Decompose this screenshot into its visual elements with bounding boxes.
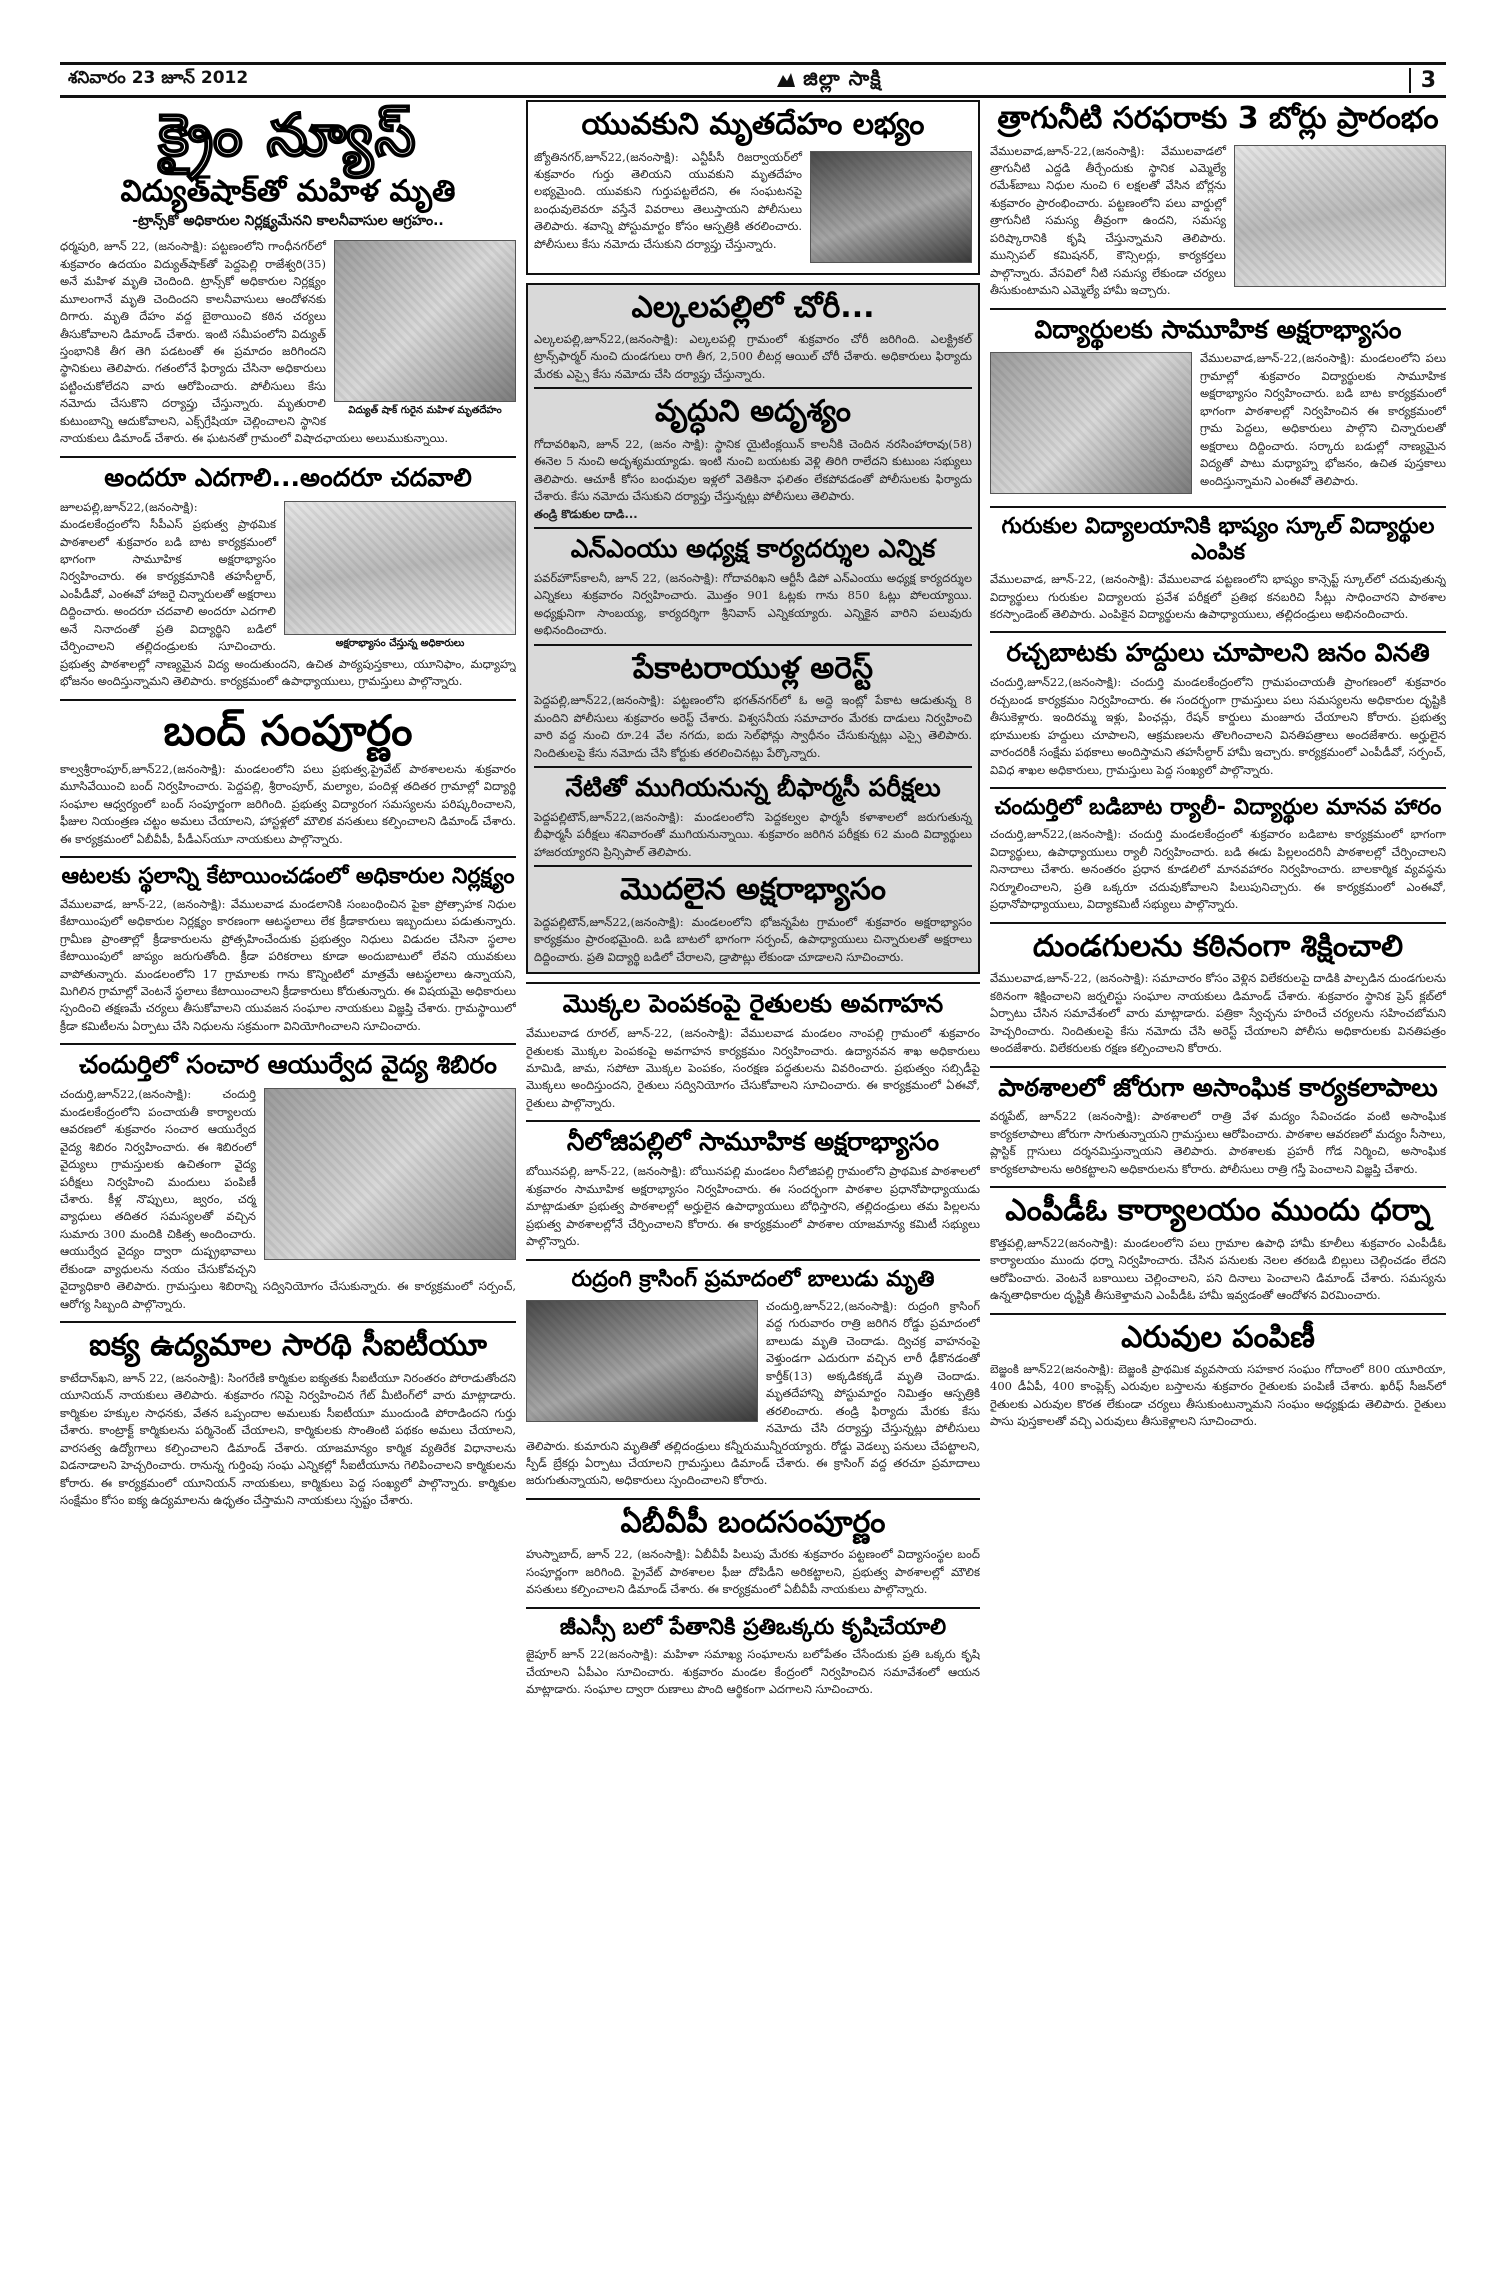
article-title: మొక్కల పెంపకంపై రైతులకు అవగాహన xyxy=(562,989,944,1019)
article-title: దుండగులను కఠినంగా శిక్షించాలి xyxy=(1032,928,1404,964)
article xyxy=(60,456,516,691)
article-body: బోయినపల్లి, జూన్-22, (జనంసాక్షి): బోయినపల్లి మండలం నీలోజిపల్లి గ్రామంలోని ప్రాథమిక పాఠశాలలో శుక్రవారం సామూహిక అక్షరాభ్యాసం నిర్వహించారు. ఈ సందర్భంగా పాఠశాల ప్రధానోపాధ్యాయుడు మాట్లాడుతూ ప్రభుత్వ పాఠశాలల్లో అర్హులైన ఉపాధ్యాయులు బోధిస్తారని, తల్లిదండ్రులు తమ పిల్లలను ప్రభుత్వ పాఠశాలల్లోనే చేర్పించాలని కోరారు. ఈ కార్యక్రమంలో పాఠశాల యాజమాన్య కమిటీ సభ్యులు పాల్గొన్నారు. xyxy=(526,1164,980,1249)
article xyxy=(526,982,980,1112)
article-title: ఎరువుల పంపిణీ xyxy=(1121,1319,1315,1355)
article-body: ధర్మపురి, జూన్ 22, (జనంసాక్షి): పట్టణంలోని గాంధీనగర్‌లో శుక్రవారం ఉదయం విద్యుత్‌షాక్‌తో పెద్దపెల్లి రాజేశ్వరి(35) అనే మహిళ మృతి చెందింది. ట్రాన్స్‌కో అధికారుల నిర్లక్ష్యం మూలంగానే మృతి చెందిందని కాలనీవాసులు ఆందోళనకు దిగారు. మృతి దేహం వద్ద బైఠాయించి కఠిన చర్యలు తీసుకోవాలని డిమాండ్ చేశారు. ఇంటి సమీపంలోని విద్యుత్ స్తంభానికి తీగ తెగి పడటంతో ఈ ప్రమాదం జరిగిందని స్థానికులు తెలిపారు. గతంలోనే ఫిర్యాదు చేసినా అధికారులు పట్టించుకోలేదని వారు ఆరోపించారు. పోలీసులు కేసు నమోదు చేసుకొని దర్యాప్తు చేస్తున్నారు. మృతురాలి కుటుంబాన్ని ఆదుకోవాలని, ఎక్స్‌గ్రేషియా చెల్లించాలని స్థానిక నాయకులు డిమాండ్ చేశారు. ఈ ఘటనతో గ్రామంలో విషాదఛాయలు అలుముకున్నాయి. xyxy=(60,239,449,446)
article-photo xyxy=(526,1300,758,1422)
article-photo xyxy=(334,240,516,418)
article xyxy=(526,1259,980,1490)
article xyxy=(990,1186,1446,1304)
article xyxy=(526,1607,980,1699)
article-body: పవర్‌హౌస్‌కాలనీ, జూన్ 22, (జనంసాక్షి): గోదావరిఖని ఆర్టీసీ డిపో ఎన్ఎంయు అధ్యక్ష కార్యదర్శుల ఎన్నికలు శుక్రవారం నిర్వహించారు. మొత్తం 901 ఓట్లకు గాను 850 ఓట్లు పోలయ్యాయి. అధ్యక్షునిగా సాంబయ్య, కార్యదర్శిగా శ్రీనివాస్ ఎన్నికయ్యారు. ఎన్నికైన వారిని పలువురు అభినందించారు. xyxy=(534,571,972,638)
article-body: చందుర్తి,జూన్22,(జనంసాక్షి): రుద్రంగి క్రాసింగ్ వద్ద గురువారం రాత్రి జరిగిన రోడ్డు ప్రమాదంలో బాలుడు మృతి చెందాడు. ద్విచక్ర వాహనంపై వెళ్తుండగా ఎదురుగా వచ్చిన లారీ ఢీకొనడంతో కార్తీక్(13) అక్కడికక్కడే మృతి చెందాడు. మృతదేహాన్ని పోస్టుమార్టం నిమిత్తం ఆస్పత్రికి తరలించారు. తండ్రి ఫిర్యాదు మేరకు కేసు నమోదు చేసి దర్యాప్తు చేస్తున్నట్లు పోలీసులు తెలిపారు. కుమారుని మృతితో తల్లిదండ్రులు కన్నీరుమున్నీరయ్యారు. రోడ్డు వెడల్పు పనులు చేపట్టాలని, స్పీడ్ బ్రేకర్లు ఏర్పాటు చేయాలని గ్రామస్తులు డిమాండ్ చేశారు. ఈ క్రాసింగ్ వద్ద తరచూ ప్రమాదాలు జరుగుతున్నాయని, అధికారులు స్పందించాలని కోరారు. xyxy=(526,1298,980,1488)
article-title: నీలోజిపల్లిలో సామూహిక అక్షరాభ్యాసం xyxy=(566,1127,940,1157)
article-title: గురుకుల విద్యాలయానికి భాష్యం స్కూల్ విద్యార్థుల ఎంపిక xyxy=(1001,514,1435,565)
article-title: ఆటలకు స్థలాన్ని కేటాయించడంలో అధికారుల నిర్లక్ష్యం xyxy=(61,864,515,890)
article xyxy=(990,787,1446,914)
article-body: వేములవాడ,జూన్-22,(జనంసాక్షి): మండలంలోని పలు గ్రామాల్లో శుక్రవారం విద్యార్థులకు సామూహిక అక్షరాభ్యాసం నిర్వహించారు. బడి బాట కార్యక్రమంలో భాగంగా పాఠశాలల్లో నిర్వహించిన ఈ కార్యక్రమంలో గ్రామ పెద్దలు, అధికారులు పాల్గొని చిన్నారులతో అక్షరాలు దిద్దించారు. సర్కారు బడుల్లో నాణ్యమైన విద్యతో పాటు మధ్యాహ్న భోజనం, ఉచిత పుస్తకాలు అందిస్తున్నామని ఎంఈవో తెలిపారు. xyxy=(1200,351,1446,488)
article-body: జూలపల్లి,జూన్22,(జనంసాక్షి): మండలకేంద్రంలోని సీపీఎస్ ప్రభుత్వ ప్రాథమిక పాఠశాలలో శుక్రవారం బడి బాట కార్యక్రమంలో భాగంగా సామూహిక అక్షరాభ్యాసం నిర్వహించారు. ఈ కార్యక్రమానికి తహసీల్దార్, ఎంపీడీవో, ఎంఈవో హాజరై చిన్నారులతో అక్షరాలు దిద్దించారు. అందరూ చదవాలి అందరూ ఎదగాలి అనే నినాదంతో ప్రతి విద్యార్థిని బడిలో చేర్పించాలని తల్లిదండ్రులకు సూచించారు. ప్రభుత్వ పాఠశాలల్లో నాణ్యమైన విద్య అందుతుందని, ఉచిత పాఠ్యపుస్తకాలు, యూనిఫాం, మధ్యాహ్న భోజనం అందిస్తున్నామని తెలిపారు. కార్యక్రమంలో ఉపాధ్యాయులు, గ్రామస్తులు పాల్గొన్నారు. xyxy=(60,499,516,689)
article-title: నేటితో ముగియనున్న బీఫార్మసీ పరీక్షలు xyxy=(565,773,941,803)
article-photo xyxy=(264,1088,516,1260)
article-photo xyxy=(810,151,972,263)
article xyxy=(990,1066,1446,1179)
logo-emblem-icon xyxy=(775,71,797,89)
article-body: బెజ్జంకి జూన్22(జనంసాక్షి): బెజ్జంకి ప్రాథమిక వ్యవసాయ సహకార సంఘం గోదాంలో 800 యూరియా, 400 డీఏపీ, 400 కాంప్లెక్స్ ఎరువుల బస్తాలను శుక్రవారం రైతులకు పంపిణీ చేశారు. ఖరీఫ్ సీజన్‌లో రైతులకు ఎరువుల కొరత లేకుండా చర్యలు తీసుకుంటున్నామని సంఘం అధ్యక్షుడు తెలిపారు. రైతులు పాసు పుస్తకాలతో వచ్చి ఎరువులు తీసుకెళ్లాలని సూచించారు. xyxy=(990,1362,1446,1429)
article-subtitle: -ట్రాన్స్‌కో అధికారుల నిర్లక్ష్యమేనని కాలనీవాసుల ఆగ్రహం.. xyxy=(132,213,444,230)
article-body: జ్యోతినగర్,జూన్22,(జనంసాక్షి): ఎన్టీపీసీ రిజర్వాయర్‌లో శుక్రవారం గుర్తు తెలియని యువకుని మృతదేహం లభ్యమైంది. యువకుని గుర్తుపట్టలేదని, ఈ సంఘటనపై బంధువులెవరూ వస్తేనే వివరాలు తెలుస్తాయని పోలీసులు తెలిపారు. శవాన్ని పోస్టుమార్టం కోసం ఆస్పత్రికి తరలించారు. పోలీసులు కేసు నమోదు చేసుకుని దర్యాప్తు చేస్తున్నారు. xyxy=(534,149,802,251)
article-body: వేములవాడ,జూన్-22, (జనంసాక్షి): సమాచారం కోసం వెళ్లిన విలేకరులపై దాడికి పాల్పడిన దుండగులను కఠినంగా శిక్షించాలని జర్నలిస్టు సంఘాల నాయకులు డిమాండ్ చేశారు. శుక్రవారం స్థానిక ప్రెస్ క్లబ్‌లో ఏర్పాటు చేసిన సమావేశంలో వారు మాట్లాడారు. పత్రికా స్వేచ్ఛను హరించే చర్యలను సహించబోమని హెచ్చరించారు. నిందితులపై కేసు నమోదు చేసి అరెస్ట్ చేయాలని పోలీసు అధికారులకు వినతిపత్రం అందజేశారు. విలేకరులకు రక్షణ కల్పించాలని కోరారు. xyxy=(990,971,1446,1056)
article xyxy=(990,506,1446,623)
column-right xyxy=(990,100,1446,2230)
article-body: కాల్వశ్రీరాంపూర్,జూన్22,(జనంసాక్షి): మండలంలోని పలు ప్రభుత్వ,ప్రైవేట్ పాఠశాలలను శుక్రవారం మూసివేయించి బంద్ నిర్వహించారు. పెద్దపల్లి, శ్రీరాంపూర్, మల్యాల, పందిళ్ల తదితర గ్రామాల్లో విద్యార్థి సంఘాల ఆధ్వర్యంలో బంద్ సంపూర్ణంగా జరిగింది. ప్రభుత్వ విద్యారంగ సమస్యలను పరిష్కరించాలని, ఫీజుల నియంత్రణ చట్టం అమలు చేయాలని, హాస్టళ్లలో మౌలిక వసతులు కల్పించాలని డిమాండ్ చేశారు. ఈ కార్యక్రమంలో ఏబీవీపీ, పీడీఎస్‌యూ నాయకులు పాల్గొన్నారు. xyxy=(60,762,516,846)
shaded-news-box xyxy=(526,283,980,975)
photo-caption: అక్షరాభ్యాసం చేస్తున్న అధికారులు xyxy=(335,637,465,649)
article xyxy=(990,1313,1446,1431)
article-title: చందుర్తిలో బడిబాట ర్యాలీ- విద్యార్థుల మానవ హారం xyxy=(994,795,1442,821)
article-body: గోదావరిఖని, జూన్ 22, (జనం సాక్షి): స్థానిక యైటింక్లయిన్ కాలనీకి చెందిన నరసింహారావు(58) ఈనెల 5 నుంచి అదృశ్యమయ్యాడు. ఇంటి నుంచి బయటకు వెళ్లి తిరిగి రాలేదని కుటుంబ సభ్యులు తెలిపారు. ఆచూకీ కోసం బంధువుల ఇళ్లలో వెతికినా ఫలితం లేకపోవడంతో పోలీసులకు ఫిర్యాదు చేశారు. కేసు నమోదు చేసుకుని దర్యాప్తు చేస్తున్నట్లు పోలీసులు తెలిపారు. xyxy=(534,436,972,504)
crime-news-section xyxy=(60,100,516,448)
article-body: పెద్దపల్లిటౌన్,జూన్22,(జనంసాక్షి): మండలంలోని భోజన్నపేట గ్రామంలో శుక్రవారం అక్షరాభ్యాసం కార్యక్రమం ప్రారంభమైంది. బడి బాటలో భాగంగా సర్పంచ్, ఉపాధ్యాయులు చిన్నారులతో అక్షరాలు దిద్దించారు. ప్రతి విద్యార్థి బడిలో చేరాలని, డ్రాపౌట్లు లేకుండా చూడాలని సూచించారు. xyxy=(534,914,972,964)
article-body: ఎల్కలపల్లి,జూన్22,(జనంసాక్షి): ఎల్కలపల్లి గ్రామంలో శుక్రవారం చోరీ జరిగింది. ఎలక్ట్రికల్ ట్రాన్స్‌ఫార్మర్ నుంచి దుండగులు రాగి తీగ, 2,500 లీటర్ల ఆయిల్ చోరీ చేశారు. అధికారులు ఫిర్యాదు మేరకు ఎస్సై కేసు నమోదు చేసి దర్యాప్తు చేస్తున్నారు. xyxy=(534,332,972,381)
article-body: వర్మపేట్, జూన్22 (జనంసాక్షి): పాఠశాలలో రాత్రి వేళ మద్యం సేవించడం వంటి అసాంఘిక కార్యకలాపాలు జోరుగా సాగుతున్నాయని గ్రామస్తులు ఆరోపించారు. పాఠశాల ఆవరణలో మద్యం సీసాలు, ప్లాస్టిక్ గ్లాసులు దర్శనమిస్తున్నాయని తెలిపారు. పాఠశాలకు ప్రహరీ గోడ నిర్మించి, అసాంఘిక కార్యకలాపాలను అరికట్టాలని అధికారులను కోరారు. పోలీసులు రాత్రి గస్తీ పెంచాలని విజ్ఞప్తి చేశారు. xyxy=(990,1109,1446,1176)
paper-name: జిల్లా సాక్షి xyxy=(803,65,882,90)
article-body: హుస్నాబాద్, జూన్ 22, (జనంసాక్షి): ఏబీవీపీ పిలుపు మేరకు శుక్రవారం పట్టణంలో విద్యాసంస్థల బంద్ సంపూర్ణంగా జరిగింది. ప్రైవేట్ పాఠశాలల ఫీజు దోపిడీని అరికట్టాలని, ప్రభుత్వ పాఠశాలల్లో మౌలిక వసతులు కల్పించాలని డిమాండ్ చేశారు. ఈ కార్యక్రమంలో ఏబీవీపీ నాయకులు పాల్గొన్నారు. xyxy=(526,1547,980,1597)
article-title: విద్యార్థులకు సామూహిక అక్షరాభ్యాసం xyxy=(1034,314,1402,344)
article xyxy=(990,922,1446,1058)
article-body: వేములవాడ రూరల్, జూన్-22, (జనంసాక్షి): వేములవాడ మండలం నాంపల్లి గ్రామంలో శుక్రవారం రైతులకు మొక్కల పెంపకంపై అవగాహన కార్యక్రమం నిర్వహించారు. ఉద్యానవన శాఖ అధికారులు మామిడి, జామ, సపోటా మొక్కల పెంపకం, సంరక్షణ పద్ధతులను వివరించారు. ప్రభుత్వం సబ్సిడీపై మొక్కలు అందిస్తుందని, రైతులు సద్వినియోగం చేసుకోవాలని సూచించారు. ఈ కార్యక్రమంలో ఏఈవో, రైతులు పాల్గొన్నారు. xyxy=(526,1026,980,1110)
column-middle xyxy=(526,100,980,2230)
article xyxy=(990,100,1446,300)
article-title: పాఠశాలలో జోరుగా అసాంఘిక కార్యకలాపాలు xyxy=(998,1072,1438,1102)
article xyxy=(526,1120,980,1250)
article-title: రుద్రంగి క్రాసింగ్ ప్రమాదంలో బాలుడు మృతి xyxy=(571,1266,935,1292)
paper-logo xyxy=(775,66,882,95)
article xyxy=(990,308,1446,499)
article-title: ఐక్య ఉద్యమాల సారథి సీఐటీయూ xyxy=(89,1328,487,1364)
article-body: కొత్తపల్లి,జూన్22(జనంసాక్షి): మండలంలోని పలు గ్రామాల ఉపాధి హామీ కూలీలు శుక్రవారం ఎంపీడీఓ కార్యాలయం ముందు ధర్నా నిర్వహించారు. చేసిన పనులకు నెలల తరబడి బిల్లులు చెల్లించడం లేదని ఆరోపించారు. వెంటనే బకాయిలు చెల్లించాలని, పని దినాలు పెంచాలని డిమాండ్ చేశారు. సమస్యను ఉన్నతాధికారుల దృష్టికి తీసుకెళ్తామని ఎంపీడీఓ హామీ ఇవ్వడంతో ఆందోళన విరమించారు. xyxy=(990,1235,1446,1303)
article-title: ఎల్కలపల్లిలో చోరీ... xyxy=(631,289,875,325)
article-body: చందుర్తి,జూన్22,(జనంసాక్షి): చందుర్తి మండలకేంద్రంలోని పంచాయతీ కార్యాలయ ఆవరణలో శుక్రవారం సంచార ఆయుర్వేద వైద్య శిబిరం నిర్వహించారు. ఈ శిబిరంలో వైద్యులు గ్రామస్తులకు ఉచితంగా వైద్య పరీక్షలు నిర్వహించి మందులు పంపిణీ చేశారు. కీళ్ల నొప్పులు, జ్వరం, చర్మ వ్యాధులు తదితర సమస్యలతో వచ్చిన సుమారు 300 మందికి చికిత్స అందించారు. ఆయుర్వేద వైద్యం ద్వారా దుష్ప్రభావాలు లేకుండా వ్యాధులను నయం చేసుకోవచ్చని వైద్యాధికారి తెలిపారు. గ్రామస్తులు శిబిరాన్ని సద్వినియోగం చేసుకున్నారు. ఈ కార్యక్రమంలో సర్పంచ్, ఆరోగ్య సిబ్బంది పాల్గొన్నారు. xyxy=(60,1087,516,1311)
newspaper-page xyxy=(60,62,1446,2236)
article xyxy=(526,1498,980,1599)
article xyxy=(990,631,1446,779)
article-title: ఎంపీడీఓ కార్యాలయం ముందు ధర్నా xyxy=(1005,1193,1431,1229)
article-subhead: తండ్రి కొడుకుల దాడి... xyxy=(534,506,638,521)
article-title: త్రాగునీటి సరఫరాకు 3 బోర్లు ప్రారంభం xyxy=(997,101,1439,136)
article-photo xyxy=(990,352,1192,494)
article-body: చందుర్తి,జూన్22,(జనంసాక్షి): చందుర్తి మండలకేంద్రంలోని గ్రామపంచాయతీ ప్రాంగణంలో శుక్రవారం రచ్చబండ కార్యక్రమం నిర్వహించారు. ఈ సందర్భంగా గ్రామస్తులు పలు సమస్యలను అధికారుల దృష్టికి తీసుకెళ్లారు. ఇందిరమ్మ ఇళ్లు, పింఛన్లు, రేషన్ కార్డులు మంజూరు చేయాలని కోరారు. ప్రభుత్వ భూములకు హద్దులు చూపాలని, ఆక్రమణలను తొలగించాలని వినతిపత్రాలు అందజేశారు. అర్హులైన వారందరికీ సంక్షేమ పథకాలు అందిస్తామని తహసీల్దార్ హామీ ఇచ్చారు. కార్యక్రమంలో ఎంపీడీవో, సర్పంచ్, వివిధ శాఖల అధికారులు, గ్రామస్తులు పెద్ద సంఖ్యలో పాల్గొన్నారు. xyxy=(990,675,1446,777)
article-body: వేములవాడ, జూన్-22, (జనంసాక్షి): వేములవాడ మండలానికి సంబంధించిన పైకా ప్రోత్సాహక నిధుల కేటాయింపులో అధికారుల నిర్లక్ష్యం కారణంగా ఆటస్థలాలు లేక క్రీడాకారులు ఇబ్బందులు పడుతున్నారు. గ్రామీణ ప్రాంతాల్లో క్రీడాకారులను ప్రోత్సహించేందుకు ప్రభుత్వం నిధులు విడుదల చేసినా స్థలాల కేటాయింపులో జాప్యం జరుగుతోంది. క్రీడా పరికరాలు కూడా అందుబాటులో లేవని యువకులు వాపోతున్నారు. మండలంలోని 17 గ్రామాలకు గాను కొన్నింటిలో మాత్రమే ఆటస్థలాలు ఉన్నాయని, మిగిలిన గ్రామాల్లో వెంటనే స్థలాలు కేటాయించాలని క్రీడాకారులు కోరుతున్నారు. ఈ విషయమై అధికారులు స్పందించి తక్షణమే చర్యలు తీసుకోవాలని యువజన సంఘాల నాయకులు విజ్ఞప్తి చేశారు. గ్రామస్థాయిలో క్రీడా కమిటీలను ఏర్పాటు చేసి నిధులను సక్రమంగా వినియోగించాలని సూచించారు. xyxy=(60,896,516,1033)
article-title: పేకాటరాయుళ్ల అరెస్ట్ xyxy=(632,650,874,686)
article-photo xyxy=(284,501,516,651)
article-title: అందరూ ఎదగాలి...అందరూ చదవాలి xyxy=(104,462,472,492)
article-body: కాటేదాన్‌ఖని, జూన్ 22, (జనంసాక్షి): సింగరేణి కార్మికుల ఐక్యతకు సీఐటీయూ నిరంతరం పోరాడుతోందని యూనియన్ నాయకులు తెలిపారు. శుక్రవారం గనిపై నిర్వహించిన గేట్ మీటింగ్‌లో వారు మాట్లాడారు. కార్మికుల హక్కుల సాధనకు, వేతన ఒప్పందాల అమలుకు సీఐటీయూ ముందుండి పోరాడిందని గుర్తు చేశారు. కాంట్రాక్ట్ కార్మికులను పర్మినెంట్ చేయాలని, కార్మికులకు సొంతింటి పథకం అమలు చేయాలని, వారసత్వ ఉద్యోగాలు కల్పించాలని డిమాండ్ చేశారు. యాజమాన్యం కార్మిక వ్యతిరేక విధానాలను విడనాడాలని హెచ్చరించారు. రానున్న గుర్తింపు సంఘ ఎన్నికల్లో సీఐటీయూను గెలిపించాలని కార్మికులను కోరారు. ఈ కార్యక్రమంలో యూనియన్ నాయకులు, కార్మికులు పెద్ద సంఖ్యలో పాల్గొన్నారు. కార్మికుల సంక్షేమం కోసం ఐక్య ఉద్యమాలను ఉధృతం చేస్తామని నాయకులు స్పష్టం చేశారు. xyxy=(60,1370,516,1508)
page-number: 3 xyxy=(1409,68,1446,93)
article-body: వేములవాడ, జూన్-22, (జనంసాక్షి): వేములవాడ పట్టణంలోని భాష్యం కాన్సెప్ట్ స్కూల్‌లో చదువుతున్న విద్యార్థులు గురుకుల విద్యాలయ ప్రవేశ పరీక్షలో ప్రతిభ కనబరిచి సీట్లు సాధించారని పాఠశాల కరస్పాండెంట్ తెలిపారు. ఎంపికైన విద్యార్థులను ఉపాధ్యాయులు, తల్లిదండ్రులు అభినందించారు. xyxy=(990,572,1446,621)
article-body: చందుర్తి,జూన్22,(జనంసాక్షి): చందుర్తి మండలకేంద్రంలో శుక్రవారం బడిబాట కార్యక్రమంలో భాగంగా విద్యార్థులు, ఉపాధ్యాయులు ర్యాలీ నిర్వహించారు. బడి ఈడు పిల్లలందరినీ పాఠశాలల్లో చేర్పించాలని నినాదాలు చేశారు. అనంతరం ప్రధాన కూడలిలో మానవహారం నిర్వహించారు. బాలకార్మిక వ్యవస్థను నిర్మూలించాలని, ప్రతి ఒక్కరూ చదువుకోవాలని పిలుపునిచ్చారు. ఈ కార్యక్రమంలో ఎంఈవో, ప్రధానోపాధ్యాయులు, విద్యాకమిటీ సభ్యులు పాల్గొన్నారు. xyxy=(990,827,1446,912)
article-body: పెద్దపల్లిటౌన్,జూన్22,(జనంసాక్షి): మండలంలోని పెద్దకల్వల ఫార్మసీ కళాశాలలో జరుగుతున్న బీఫార్మసీ పరీక్షలు శనివారంతో ముగియనున్నాయి. శుక్రవారం జరిగిన పరీక్షకు 62 మంది విద్యార్థులు హాజరయ్యారని ప్రిన్సిపాల్ తెలిపారు. xyxy=(534,810,972,859)
article-body: వేములవాడ,జూన్-22,(జనంసాక్షి): వేములవాడలో త్రాగునీటి ఎద్దడి తీర్చేందుకు స్థానిక ఎమ్మెల్యే రమేశ్‌బాబు నిధుల నుంచి 6 లక్షలతో వేసిన బోర్లను శుక్రవారం ప్రారంభించారు. పట్టణంలోని పలు వార్డుల్లో త్రాగునీటి సమస్య తీవ్రంగా ఉందని, సమస్య పరిష్కారానికి కృషి చేస్తున్నామని తెలిపారు. మున్సిపల్ కమిషనర్, కౌన్సిలర్లు, కార్యకర్తలు పాల్గొన్నారు. వేసవిలో నీటి సమస్య లేకుండా చర్యలు తీసుకుంటామని ఎమ్మెల్యే హామీ ఇచ్చారు. xyxy=(990,143,1226,298)
article xyxy=(60,699,516,849)
article-title: ఏబీవీపీ బందసంపూర్ణం xyxy=(620,1504,886,1540)
article xyxy=(60,1321,516,1509)
article-title: మొదలైన అక్షరాభ్యాసం xyxy=(619,872,886,908)
crime-news-banner: క్రైం న్యూస్ xyxy=(158,101,418,169)
article xyxy=(60,1043,516,1313)
article-title: యువకుని మృతదేహం లభ్యం xyxy=(581,107,925,142)
article xyxy=(526,100,980,275)
masthead xyxy=(60,62,1446,98)
column-left xyxy=(60,100,516,2230)
article-title: బంద్ సంపూర్ణం xyxy=(163,705,413,755)
article xyxy=(60,856,516,1035)
article-title: వృద్ధుని అదృశ్యం xyxy=(655,394,851,430)
issue-date: శనివారం 23 జూన్ 2012 xyxy=(68,68,249,88)
article-title: రచ్చబాటకు హద్దులు చూపాలని జనం వినతి xyxy=(1006,638,1430,668)
photo-caption: విద్యుత్ షాక్ గురైన మహిళ మృతదేహం xyxy=(348,405,502,417)
article-title: ఎన్ఎంయు అధ్యక్ష కార్యదర్శుల ఎన్నిక xyxy=(570,534,936,564)
article-title: జీఎస్సీ బలో పేతానికి ప్రతిఒక్కరు కృషిచేయాలి xyxy=(559,1614,947,1640)
article-body: జైపూర్ జూన్ 22(జనంసాక్షి): మహిళా సమాఖ్య సంఘాలను బలోపేతం చేసేందుకు ప్రతి ఒక్కరు కృషి చేయాలని ఏపీఎం సూచించారు. శుక్రవారం మండల కేంద్రంలో నిర్వహించిన సమావేశంలో ఆయన మాట్లాడారు. సంఘాల ద్వారా రుణాలు పొంది ఆర్థికంగా ఎదగాలని సూచించారు. xyxy=(526,1647,980,1697)
article-title: విద్యుత్‌షాక్‌తో మహిళ మృతి xyxy=(120,173,456,209)
article-body: పెద్దపల్లి,జూన్22,(జనంసాక్షి): పట్టణంలోని భగత్‌నగర్‌లో ఓ అద్దె ఇంట్లో పేకాట ఆడుతున్న 8 మందిని పోలీసులు శుక్రవారం అరెస్ట్ చేశారు. విశ్వసనీయ సమాచారం మేరకు దాడులు నిర్వహించి వారి వద్ద నుంచి రూ.24 వేల నగదు, ఐదు సెల్‌ఫోన్లు స్వాధీనం చేసుకున్నట్లు ఎస్సై తెలిపారు. నిందితులపై కేసు నమోదు చేసి కోర్టుకు తరలించినట్లు పేర్కొన్నారు. xyxy=(534,693,972,760)
article-title: చందుర్తిలో సంచార ఆయుర్వేద వైద్య శిబిరం xyxy=(79,1050,497,1080)
article-photo xyxy=(1234,145,1446,287)
